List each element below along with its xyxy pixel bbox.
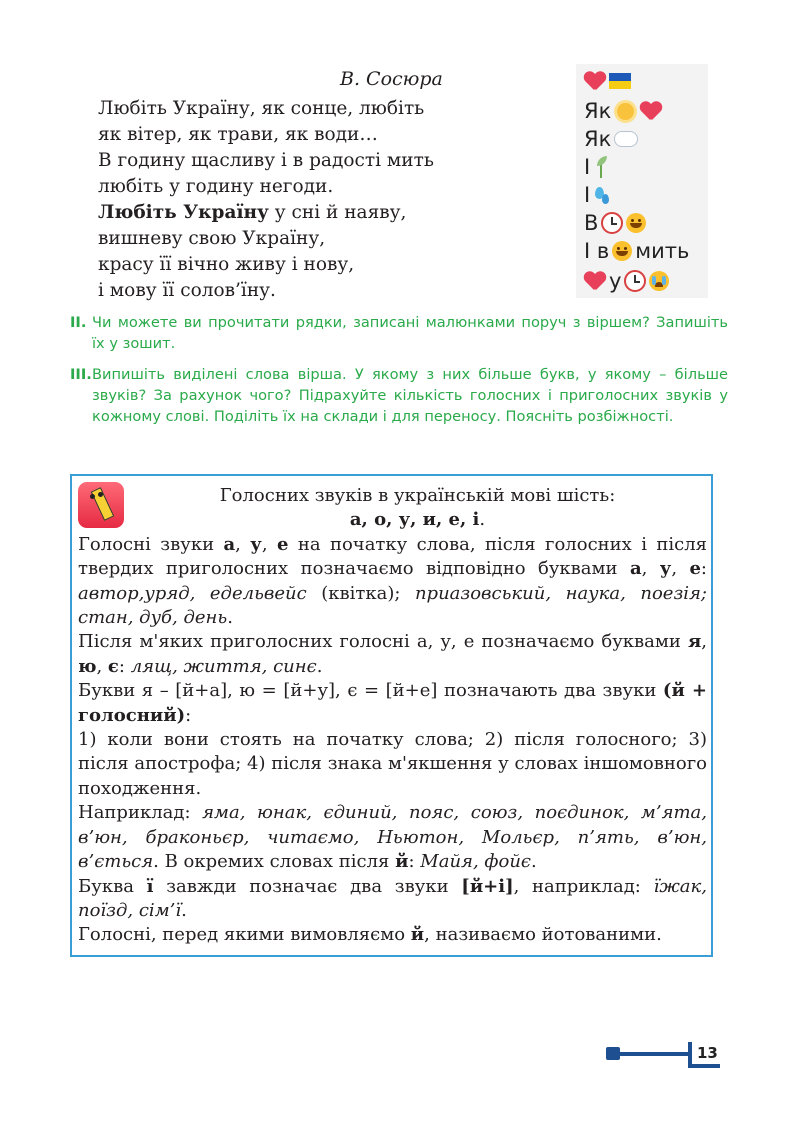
rule-paragraph <box>78 801 707 874</box>
poem <box>98 96 434 304</box>
rule-paragraph <box>78 923 707 947</box>
emoji-row <box>584 238 689 264</box>
rule-paragraph <box>78 679 707 728</box>
emoji-row <box>584 268 669 294</box>
rule-vowels-list: а, о, у, и, е, і <box>349 509 480 531</box>
poem-author: В. Сосюра <box>340 68 443 90</box>
rule-heading: Голосних звуків в українській мові шість: <box>219 485 616 506</box>
rule-text-span: . <box>181 899 187 921</box>
poem-line: любіть у годину негоди. <box>98 176 334 197</box>
rule-bold: ю <box>78 655 97 677</box>
rule-box <box>70 474 713 957</box>
rule-bold: ї <box>146 875 154 897</box>
poem-line <box>98 200 434 226</box>
smiling-face-icon <box>612 241 632 261</box>
emoji-row <box>584 68 631 94</box>
emoji-row-text: І <box>584 183 591 207</box>
rule-text-span: : <box>118 655 131 677</box>
rule-bold: а <box>223 533 236 555</box>
rule-vowels <box>78 508 707 532</box>
emoji-row <box>584 98 662 124</box>
rule-bold: [й+і] <box>461 875 514 897</box>
rule-bold: е <box>689 558 701 580</box>
rule-bold: (й + голосний) <box>78 680 707 726</box>
rule-example: автор,уряд, едельвейс <box>78 582 307 604</box>
rule-bold: у <box>250 533 262 555</box>
rule-text-span: , <box>261 533 277 555</box>
rule-bold: й <box>410 924 425 946</box>
clock-icon <box>624 270 646 292</box>
rule-text-span: Голосні звуки <box>78 533 224 555</box>
emoji-row-text-mid: у <box>609 269 622 293</box>
emoji-row-text: І <box>584 155 591 179</box>
task-number: II. <box>70 314 87 331</box>
rule-text-span: Буква <box>78 875 147 897</box>
poem-line: Любіть Україну, як сонце, любіть <box>98 98 425 119</box>
rule-text-span: : <box>408 851 421 873</box>
rule-text-span: . <box>531 851 537 873</box>
rule-bold: й <box>395 851 409 873</box>
task-number: III. <box>70 366 92 383</box>
rule-text-span: , <box>671 558 690 580</box>
poem-line: В годину щасливу і в радості мить <box>98 150 434 171</box>
rule-text <box>78 484 707 948</box>
footer-rule <box>612 1052 692 1056</box>
rule-example: Майя, фойє <box>420 851 531 873</box>
rule-vowels-end: . <box>479 509 486 531</box>
heart-icon <box>584 70 606 92</box>
poem-line: як вітер, як трави, як води… <box>98 124 378 145</box>
heart-icon <box>584 270 606 292</box>
page-number: 13 <box>697 1044 718 1062</box>
rule-text-span: . <box>316 655 323 677</box>
rule-paragraph <box>78 875 707 924</box>
rule-text-span: на початку слова, після голосних і після твердих приголосних позначаємо відповідно буквами <box>78 533 708 580</box>
rule-text-span: . В окремих словах після <box>153 851 396 873</box>
rule-text-span: , <box>235 533 251 555</box>
cloud-icon <box>614 131 638 147</box>
rule-example: приазовський, наука, поезія; стан, дуб, день <box>78 582 707 629</box>
rule-text-span: Голосні, перед якими вимовляємо <box>78 924 411 946</box>
rule-example: яма, юнак, єдиний, пояс, союз, поєдинок, м’ята, в’юн, браконьєр, читаємо, Ньютон, Мольєр, п’ять, в’юн, в’ється <box>78 802 708 873</box>
rule-text-span: , <box>641 558 660 580</box>
clock-icon <box>601 212 623 234</box>
heart-icon <box>640 100 662 122</box>
rule-bold: е <box>276 533 289 555</box>
emoji-row-text: І в <box>584 239 610 263</box>
emoji-row <box>584 182 611 208</box>
rule-example: лящ, життя, синє <box>130 655 317 677</box>
task-text: Випишіть виділені слова вірша. У якому з них більше букв, у якому – більше звуків? За рахунок чого? Підрахуйте кількість голосних і приголосних звуків у кожному слові. Поділіть їх на склади і для переносу. Поясніть розбіжності. <box>92 366 728 425</box>
poem-line: і мову її солов’їну. <box>98 280 276 301</box>
rule-text-span: , називаємо йотованими. <box>424 924 662 946</box>
footer-corner <box>688 1042 692 1066</box>
footer-corner <box>688 1064 720 1068</box>
rule-paragraph <box>78 533 707 631</box>
rule-bold: у <box>659 558 672 580</box>
emoji-poem-panel <box>576 64 708 298</box>
rule-text-span: , <box>701 631 707 653</box>
crying-face-icon <box>649 271 669 291</box>
laughing-face-icon <box>626 213 646 233</box>
rule-text-span: : <box>700 558 707 580</box>
rule-bold: є <box>107 655 119 677</box>
task-text: Чи можете ви прочитати рядки, записані малюнками поруч з віршем? Запишіть їх у зошит. <box>92 314 728 352</box>
emoji-row <box>584 154 609 180</box>
ukraine-flag-icon <box>609 73 631 89</box>
rule-text-span: завжди позначає два звуки <box>153 875 462 897</box>
rule-paragraph <box>78 630 707 679</box>
rule-text-span: , наприклад: <box>513 875 654 897</box>
sun-icon <box>617 103 634 120</box>
rule-bold: а <box>629 558 642 580</box>
rule-text-span: . <box>227 607 233 629</box>
grass-icon <box>593 156 609 178</box>
rule-text-span: Букви я – [й+а], ю = [й+у], є = [й+е] позначають два звуки <box>78 680 663 702</box>
poem-line: красу її вічно живу і нову, <box>98 254 355 275</box>
water-drops-icon <box>593 184 611 206</box>
poem-line: вишневу свою Україну, <box>98 228 326 249</box>
rule-example: їжак, поїзд, сім’ї <box>78 875 708 921</box>
emoji-row-text: Як <box>584 127 612 151</box>
rule-text-span: , <box>96 655 108 677</box>
rule-text-span: Після м'яких приголосних голосні а, у, е позначаємо буквами <box>78 631 688 653</box>
poem-bold-phrase: Любіть Україну <box>98 202 269 223</box>
emoji-row <box>584 210 646 236</box>
rule-text-span: (квітка); <box>306 582 415 604</box>
rule-paragraph: 1) коли вони стоять на початку слова; 2) після голосного; 3) після апострофа; 4) після знака м'якшення у словах іншомовного походження. <box>78 729 707 799</box>
poem-line-rest: у сні й наяву, <box>268 202 407 223</box>
rule-bold: я <box>687 631 702 653</box>
emoji-row <box>584 126 638 152</box>
emoji-row-text: Як <box>584 99 612 123</box>
rule-text-span: Наприклад: <box>78 802 203 824</box>
emoji-row-text: В <box>584 211 599 235</box>
rule-text-span: : <box>185 704 192 726</box>
emoji-row-text-after: мить <box>635 239 690 263</box>
